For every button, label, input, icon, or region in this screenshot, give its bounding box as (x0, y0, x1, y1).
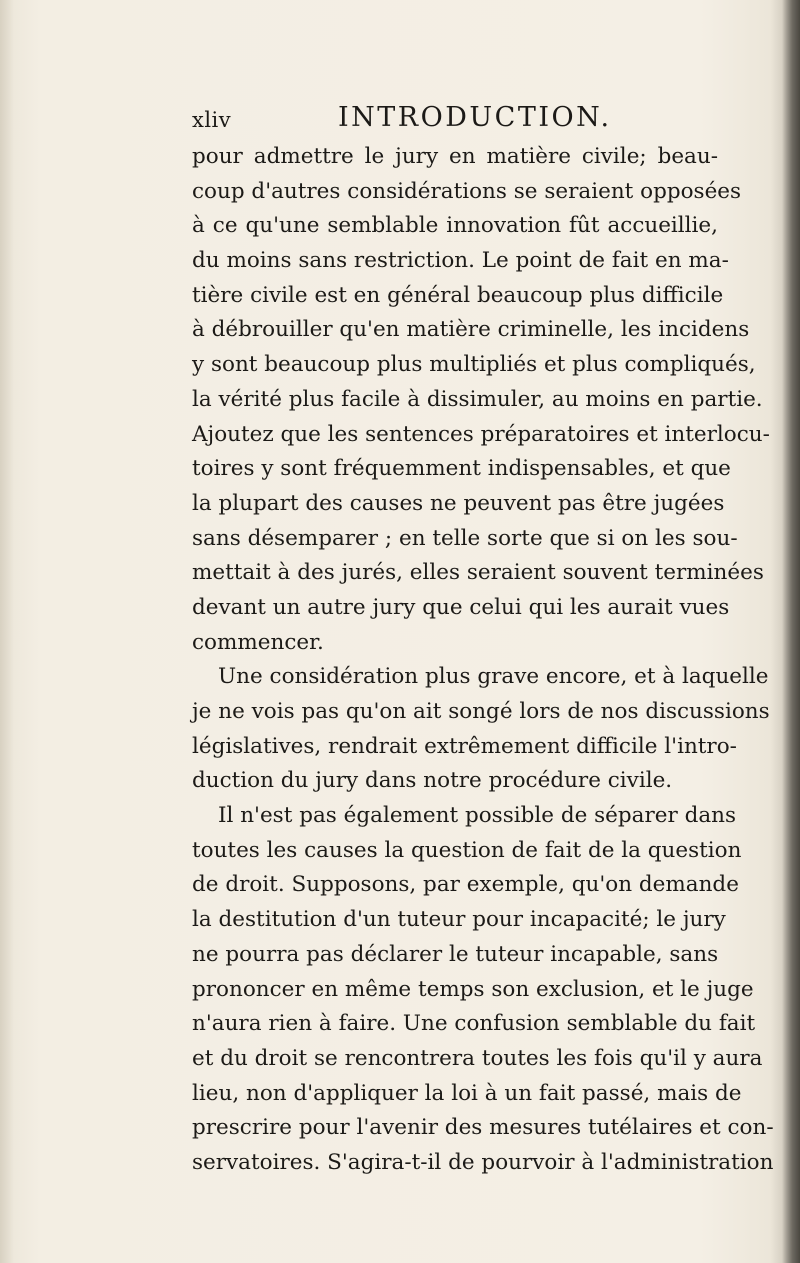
text-line: servatoires. S'agira-t-il de pourvoir à l'administration (192, 1149, 774, 1175)
text-line: commencer. (192, 629, 324, 655)
text-line: y sont beaucoup plus multipliés et plus compliqués, (192, 352, 756, 378)
page-gutter-shadow (0, 0, 14, 1263)
text-line: prononcer en même temps son exclusion, et le juge (192, 976, 754, 1002)
text-line: à ce qu'une semblable innovation fût accueillie, (192, 213, 718, 239)
text-line: coup d'autres considérations se seraient opposées (192, 178, 742, 204)
text-line: sans désemparer ; en telle sorte que si on les sou- (192, 525, 738, 551)
text-line: toutes les causes la question de fait de la question (192, 837, 742, 863)
text-line: tière civile est en général beaucoup plus difficile (192, 282, 724, 308)
text-line: et du droit se rencontrera toutes les fois qu'il y aura (192, 1045, 763, 1071)
running-title: INTRODUCTION. (338, 102, 612, 133)
text-line: je ne vois pas qu'on ait songé lors de nos discussions (192, 699, 770, 724)
text-line: la vérité plus facile à dissimuler, au moins en partie. (192, 386, 763, 412)
page-edge-shadow (782, 0, 800, 1263)
text-line: de droit. Supposons, par exemple, qu'on demande (192, 872, 739, 898)
text-line: ne pourra pas déclarer le tuteur incapable, sans (192, 941, 719, 967)
text-line: législatives, rendrait extrêmement difficile l'intro- (192, 733, 737, 759)
text-line: Une considération plus grave encore, et à laquelle (218, 664, 769, 690)
text-line: à débrouiller qu'en matière criminelle, les incidens (192, 317, 750, 343)
text-line: devant un autre jury que celui qui les aurait vues (192, 594, 730, 620)
text-line: lieu, non d'appliquer la loi à un fait passé, mais de (192, 1080, 742, 1106)
text-line: Il n'est pas également possible de séparer dans (218, 803, 737, 829)
text-line: pour admettre le jury en matière civile; beau- (192, 144, 718, 169)
text-line: prescrire pour l'avenir des mesures tutélaires et con- (192, 1115, 774, 1141)
text-line: la plupart des causes ne peuvent pas être jugées (192, 490, 725, 516)
text-line: toires y sont fréquemment indispensables, et que (192, 456, 731, 482)
text-line: la destitution d'un tuteur pour incapacité; le jury (192, 907, 726, 933)
text-line: mettait à des jurés, elles seraient souvent terminées (192, 560, 764, 586)
body-text (192, 140, 774, 1181)
page-number: xliv (192, 108, 232, 132)
text-line: du moins sans restriction. Le point de fait en ma- (192, 248, 729, 274)
text-line: Ajoutez que les sentences préparatoires et interlocu- (192, 421, 770, 447)
text-line: n'aura rien à faire. Une confusion semblable du fait (192, 1011, 756, 1037)
text-line: duction du jury dans notre procédure civile. (192, 768, 673, 794)
